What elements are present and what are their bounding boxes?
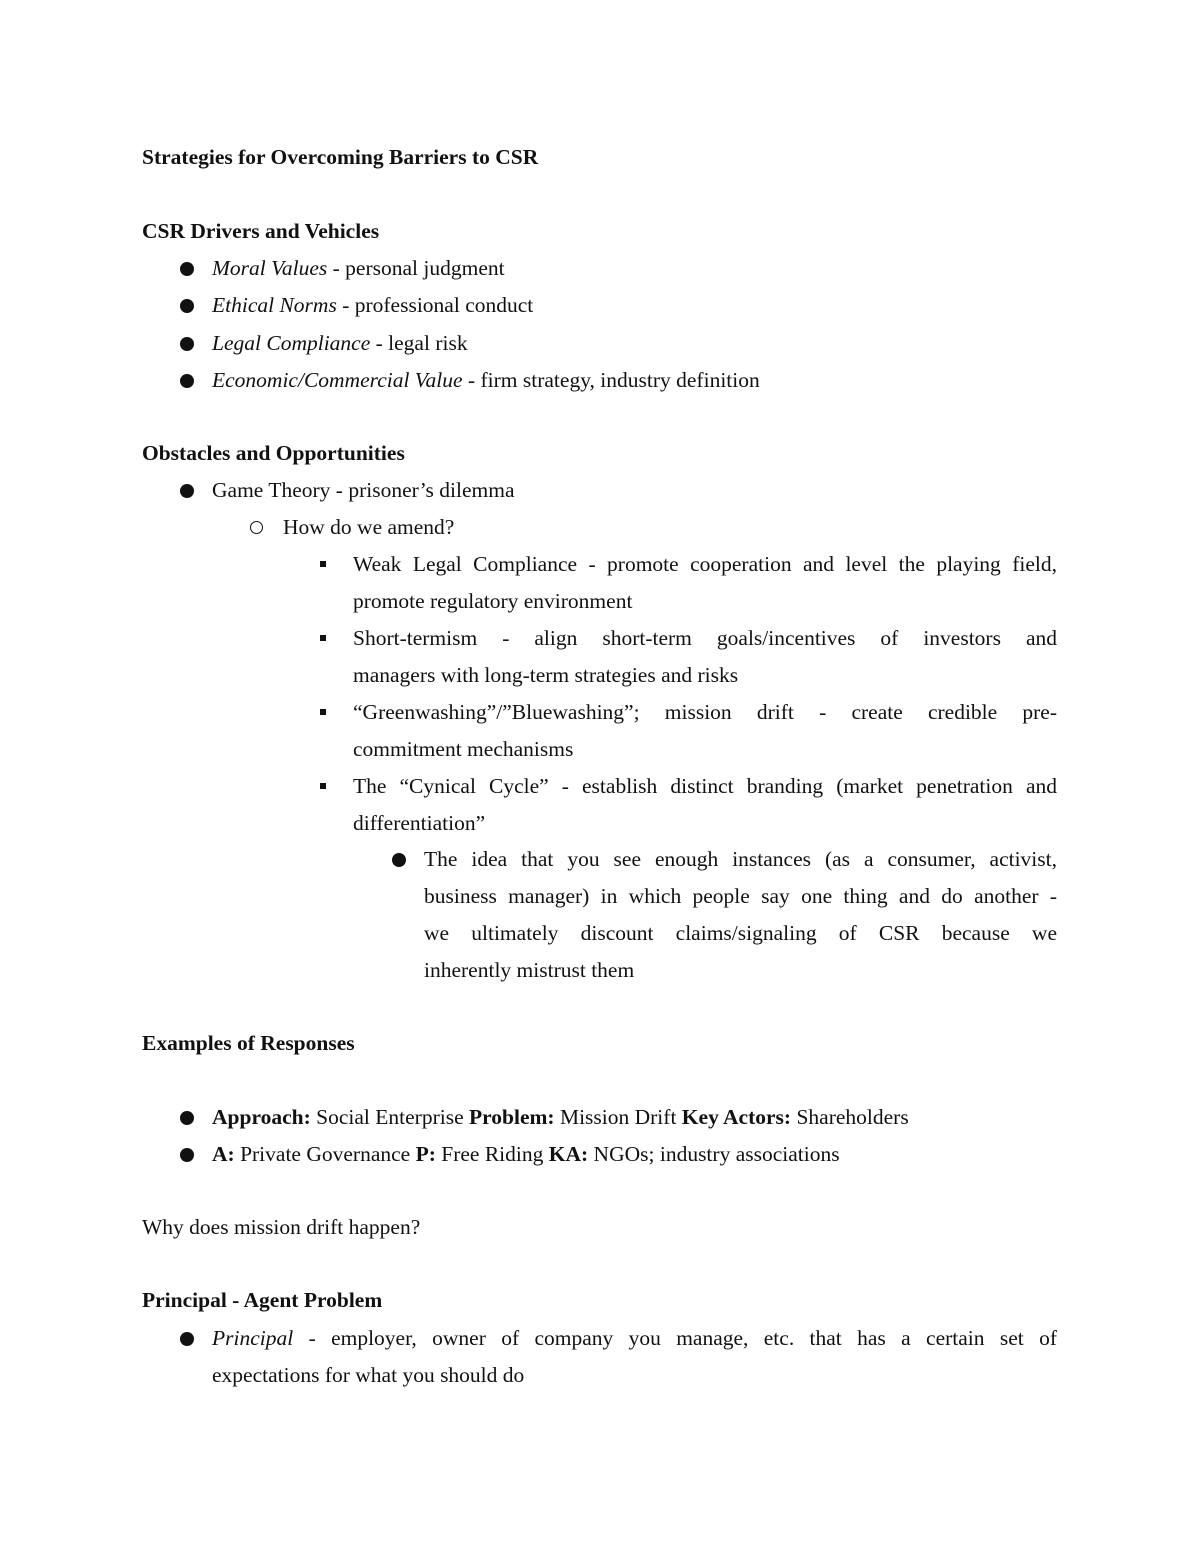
bullet-square-icon [320,709,326,715]
list-item [212,333,468,355]
label-problem: Problem: [468,1105,555,1129]
bullet-square-icon [320,561,326,567]
section-heading-examples: Examples of Responses [142,1031,355,1055]
principal-desc: - employer, owner of company you manage, etc. that has a certain set of [293,1326,1057,1350]
driver-desc: - personal judgment [327,256,505,280]
list-item [212,295,533,317]
value-problem: Mission Drift [554,1105,682,1129]
list-item-idea-cont: inherently mistrust them [424,958,635,982]
mission-drift-question: Why does mission drift happen? [142,1215,421,1239]
list-item-amend: How do we amend? [283,515,455,539]
bullet-disc-icon [180,262,194,276]
value-problem: Free Riding [435,1142,549,1166]
list-item-cynical-cycle: The “Cynical Cycle” - establish distinct branding (market penetration and [353,774,1057,798]
bullet-square-icon [320,783,326,789]
list-item-principal [212,1328,1057,1350]
bullet-disc-icon [180,1111,194,1125]
page-title: Strategies for Overcoming Barriers to CSR [142,145,539,169]
label-key-actors: Key Actors: [681,1105,792,1129]
value-key-actors: Shareholders [791,1105,909,1129]
list-item-principal-cont: expectations for what you should do [212,1363,525,1387]
bullet-disc-icon [180,374,194,388]
driver-term: Moral Values [212,256,328,280]
list-item-weak-legal: Weak Legal Compliance - promote cooperation and level the playing field, [353,552,1057,576]
list-item-cynical-cycle-cont: differentiation” [353,811,486,835]
driver-term: Ethical Norms [212,293,337,317]
list-item-greenwashing-cont: commitment mechanisms [353,737,574,761]
bullet-circle-icon [250,521,263,534]
bullet-square-icon [320,635,326,641]
list-item-short-termism-cont: managers with long-term strategies and risks [353,663,739,687]
bullet-disc-icon [180,1148,194,1162]
list-item-greenwashing: “Greenwashing”/”Bluewashing”; mission drift - create credible pre- [353,700,1057,724]
driver-term: Economic/Commercial Value [212,368,463,392]
list-item-idea: The idea that you see enough instances (as a consumer, activist, [424,847,1057,871]
list-item [212,258,505,280]
list-item-idea-cont: business manager) in which people say one thing and do another - [424,884,1057,908]
list-item [212,370,760,392]
principal-term: Principal [212,1326,294,1350]
value-approach: Private Governance [234,1142,416,1166]
bullet-disc-icon [392,853,406,867]
bullet-disc-icon [180,299,194,313]
label-problem: P: [415,1142,436,1166]
label-approach: A: [212,1142,235,1166]
bullet-disc-icon [180,337,194,351]
section-heading-drivers: CSR Drivers and Vehicles [142,219,380,243]
section-heading-obstacles: Obstacles and Opportunities [142,441,405,465]
section-heading-principal-agent: Principal - Agent Problem [142,1288,383,1312]
driver-desc: - professional conduct [336,293,534,317]
bullet-disc-icon [180,484,194,498]
driver-term: Legal Compliance [212,331,371,355]
value-approach: Social Enterprise [310,1105,469,1129]
list-item-short-termism: Short-termism - align short-term goals/incentives of investors and [353,626,1057,650]
value-key-actors: NGOs; industry associations [588,1142,840,1166]
list-item-example-2 [212,1144,840,1166]
label-key-actors: KA: [548,1142,589,1166]
list-item-idea-cont: we ultimately discount claims/signaling of CSR because we [424,921,1057,945]
list-item-example-1 [212,1107,909,1129]
list-item-game-theory: Game Theory - prisoner’s dilemma [212,478,515,502]
label-approach: Approach: [212,1105,311,1129]
driver-desc: - legal risk [370,331,468,355]
driver-desc: - firm strategy, industry definition [462,368,760,392]
bullet-disc-icon [180,1332,194,1346]
list-item-weak-legal-cont: promote regulatory environment [353,589,633,613]
